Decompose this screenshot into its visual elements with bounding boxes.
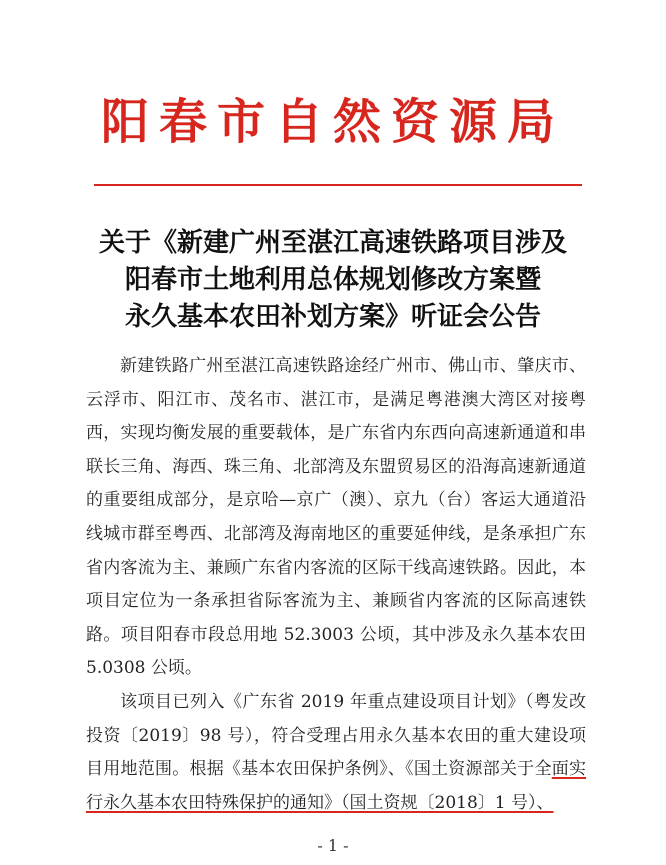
title-line-3: 永久基本农田补划方案》听证会公告 <box>124 302 541 332</box>
title-line-2: 阳春市土地利用总体规划修改方案暨 <box>124 265 541 295</box>
header-red-rule <box>94 184 582 186</box>
paragraph-2-text: 该项目已列入《广东省 2019 年重点建设项目计划》（粤发改投资〔2019〕98 号），符合受理占用永久基本农田的重大建设项目用地范围。根据《基本农田保护条例》、《国土资源部关于全 <box>86 691 586 780</box>
title-line-1: 关于《新建广州至湛江高速铁路项目涉及 <box>98 228 567 258</box>
document-body <box>86 350 586 820</box>
document-title <box>95 225 571 336</box>
paragraph-2-underlined-text: 面实行永久基本农田特殊保护的通知》（国土资规〔2018〕1 号）、 <box>86 759 587 813</box>
paragraph-1: 新建铁路广州至湛江高速铁路途经广州市、佛山市、肇庆市、云浮市、阳江市、茂名市、湛江市，是满足粤港澳大湾区对接粤西，实现均衡发展的重要载体，是广东省内东西向高速新通道和串联长三角、海西、珠三角、北部湾及东盟贸易区的沿海高速新通道的重要组成部分，是京哈—京广（澳）、京九（台）客运大通道沿线城市群至粤西、北部湾及海南地区的重要延伸线，是条承担广东省内客流为主、兼顾广东省内客流的区际干线高速铁路。因此，本项目定位为一条承担省际客流为主、兼顾省内客流的区际高速铁路。项目阳春市段总用地 52.3003 公顷，其中涉及永久基本农田 5.0308 公顷。 <box>86 356 586 679</box>
paragraph-2 <box>86 686 586 820</box>
agency-title: 阳春市自然资源局 <box>100 94 565 150</box>
page-number: - 1 - <box>317 836 349 855</box>
